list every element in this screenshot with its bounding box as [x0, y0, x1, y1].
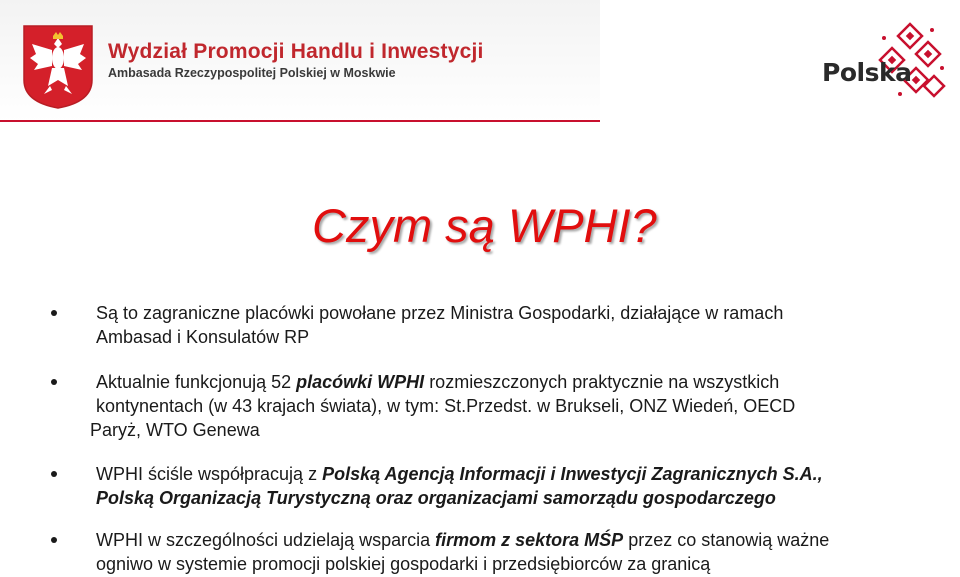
bullet-text: kontynentach (w 43 krajach świata),: [96, 396, 388, 416]
bullet-text-line: [96, 394, 795, 418]
bullet-text: przez co stanowią ważne: [623, 530, 830, 550]
bullet-text: Aktualnie funkcjonują: [96, 372, 272, 392]
bullet-text-line: [96, 462, 823, 486]
bullet-dot-icon: [51, 310, 57, 316]
bullet-text: rozmieszczonych praktycznie na wszystkich: [424, 372, 780, 392]
bullet-item: [96, 301, 783, 349]
polish-eagle-emblem-icon: [22, 24, 94, 110]
bullet-text-line: ogniwo w systemie promocji polskiej gospodarki i przedsiębiorców za granicą: [96, 554, 711, 574]
bullet-emphasis: firmom z sektora MŚP: [435, 530, 624, 550]
slide-title: Czym są WPHI?: [312, 199, 657, 252]
bullet-item: [96, 462, 823, 510]
org-name: Wydział Promocji Handlu i Inwestycji: [108, 40, 484, 63]
bullet-text-line: [96, 370, 795, 394]
bullet-dot-icon: [51, 471, 57, 477]
bullet-text-line: [96, 528, 829, 552]
bullet-text: WPHI w szczególności udzielają wsparcia: [96, 530, 436, 550]
bullet-item: [90, 370, 796, 442]
bullet-text-line: Polską Organizacją Turystyczną oraz organizacjami samorządu gospodarczego: [96, 488, 776, 508]
bullet-dot-icon: [51, 537, 57, 543]
bullet-emphasis: Polską Agencją Informacji i Inwestycji Zagranicznych S.A.,: [322, 464, 823, 484]
polska-logo-text: Polska: [822, 58, 912, 87]
bullet-text: WPHI ściśle współpracują z: [96, 464, 323, 484]
bullet-emphasis: placówki WPHI: [296, 372, 425, 392]
header-divider: [0, 120, 600, 122]
bullet-dot-icon: [51, 379, 57, 385]
bullet-number: 52: [271, 372, 297, 392]
bullet-text-line: Paryż, WTO Genewa: [90, 420, 260, 440]
bullet-item: [96, 528, 829, 576]
bullet-text-line: Ambasad i Konsulatów RP: [96, 327, 310, 347]
bullet-text: w tym: St.Przedst. w Brukseli, ONZ Wiedeń, OECD: [387, 396, 796, 416]
org-subtitle: Ambasada Rzeczypospolitej Polskiej w Moskwie: [108, 66, 396, 80]
bullet-text-line: Są to zagraniczne placówki powołane przez Ministra Gospodarki, działające w ramach: [96, 303, 784, 323]
